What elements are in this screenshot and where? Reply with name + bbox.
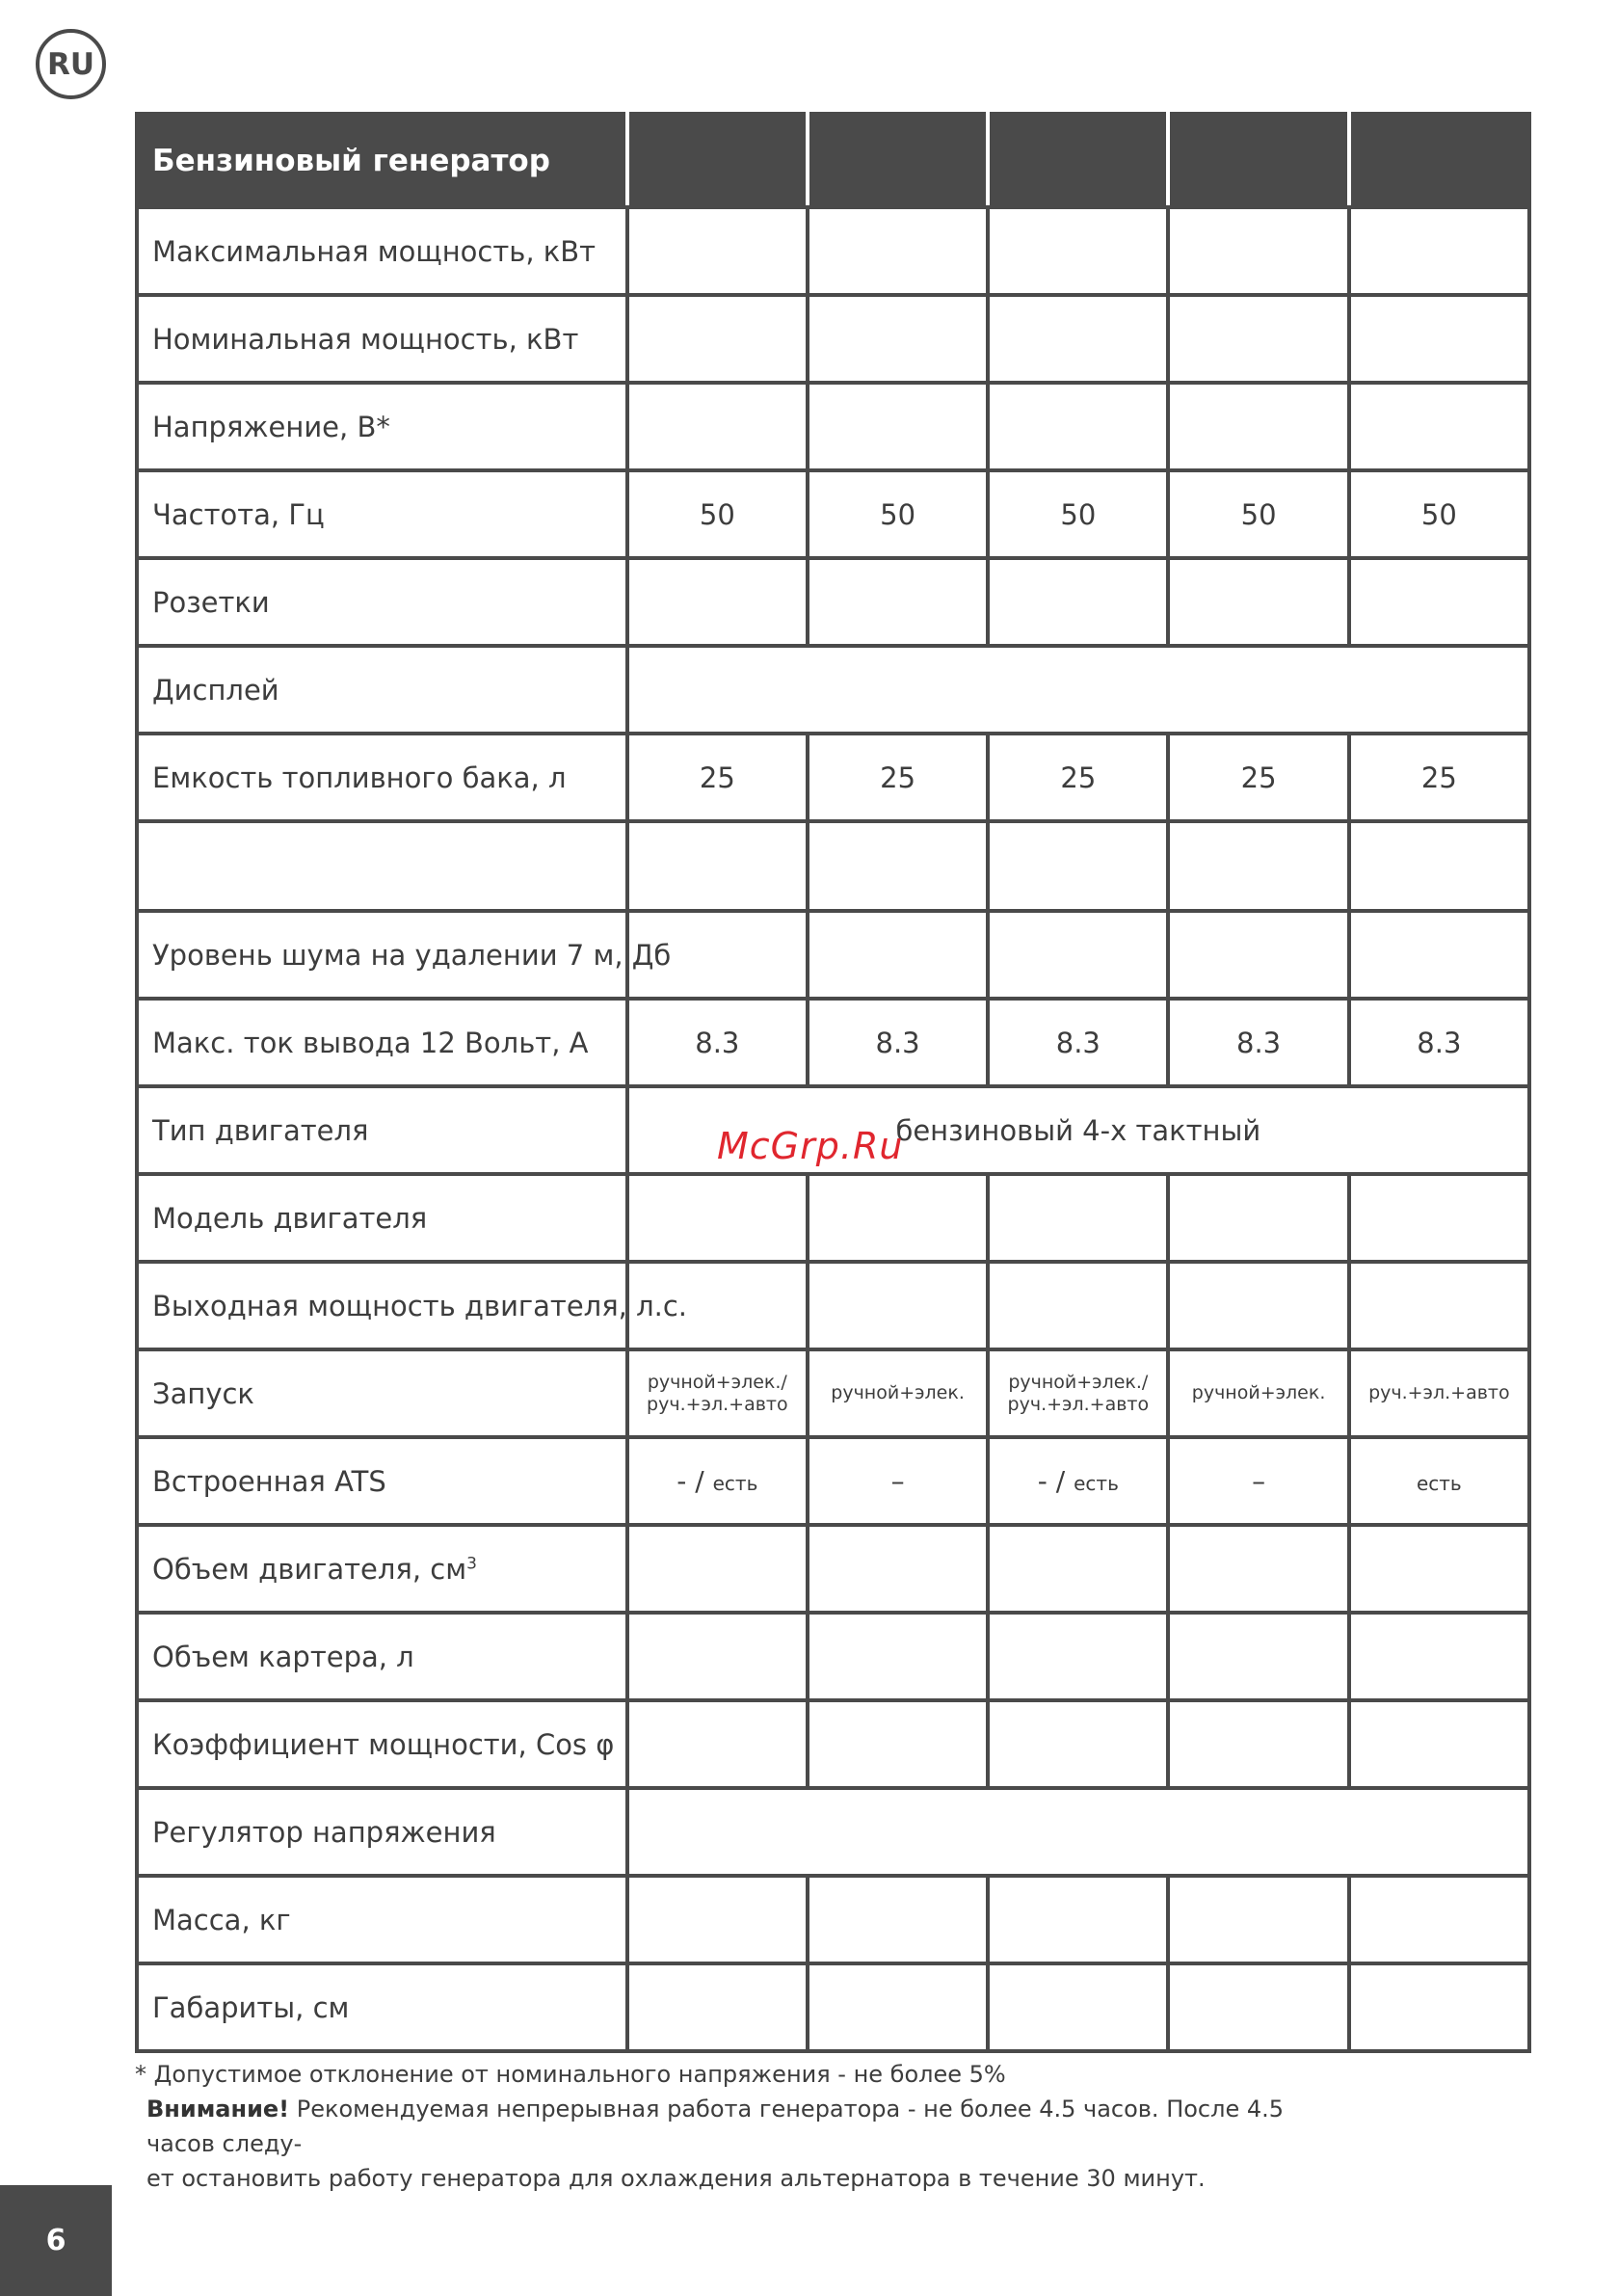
table-row: [137, 1613, 1529, 1700]
table-row: [137, 470, 1529, 558]
ats-value: - / есть: [988, 1437, 1168, 1525]
table-row: [137, 295, 1529, 383]
page-number: 6: [0, 2185, 112, 2296]
row-label-noise: Уровень шума на удалении 7 м, Дб: [137, 911, 627, 999]
header-cell: [1168, 114, 1348, 207]
header-cell: [988, 114, 1168, 207]
table-title: Бензиновый генератор: [137, 114, 627, 207]
row-label-frequency: Частота, Гц: [137, 470, 627, 558]
row-label-engine-model: Модель двигателя: [137, 1174, 627, 1262]
row-label-sockets: Розетки: [137, 558, 627, 646]
table-row: [137, 646, 1529, 734]
start-value: ручной+элек./ руч.+эл.+авто: [988, 1349, 1168, 1437]
start-value: ручной+элек.: [808, 1349, 988, 1437]
ats-value: –: [1168, 1437, 1348, 1525]
row-label-power-factor: Коэффициент мощности, Cos φ: [137, 1700, 627, 1788]
table-row: [137, 1262, 1529, 1349]
start-value: ручной+элек./ руч.+эл.+авто: [627, 1349, 808, 1437]
table-row: [137, 383, 1529, 470]
tank-value: 25: [627, 734, 808, 821]
row-label-regulator: Регулятор напряжения: [137, 1788, 627, 1876]
current-value: 8.3: [627, 999, 808, 1086]
watermark: McGrp.Ru: [717, 1125, 904, 1167]
tank-value: 25: [808, 734, 988, 821]
display-value: [627, 646, 1529, 734]
header-cell: [808, 114, 988, 207]
row-label-displacement: Объем двигателя, $см^3$: [137, 1525, 627, 1613]
start-value: ручной+элек.: [1168, 1349, 1348, 1437]
footnote-voltage: * Допустимое отклонение от номинального напряжения - не более 5%: [135, 2061, 1006, 2088]
row-label-display: Дисплей: [137, 646, 627, 734]
table-row: [137, 1876, 1529, 1963]
regulator-value: [627, 1788, 1529, 1876]
table-row: [137, 1788, 1529, 1876]
ats-value: - / есть: [627, 1437, 808, 1525]
frequency-value: 50: [627, 470, 808, 558]
row-label-ats: Встроенная ATS: [137, 1437, 627, 1525]
table-header-row: [137, 114, 1529, 207]
row-label-current-12v: Макс. ток вывода 12 Вольт, А: [137, 999, 627, 1086]
current-value: 8.3: [988, 999, 1168, 1086]
table-row: [137, 558, 1529, 646]
row-label-crankcase: Объем картера, л: [137, 1613, 627, 1700]
engine-type-value: бензиновый 4-х тактный: [627, 1086, 1529, 1174]
row-label-engine-type: Тип двигателя: [137, 1086, 627, 1174]
current-value: 8.3: [808, 999, 988, 1086]
tank-value: 25: [1349, 734, 1529, 821]
footnote-attention: Внимание! Рекомендуемая непрерывная работа генератора - не более 4.5 часов. После 4.5 часов следу-: [146, 2096, 1285, 2157]
current-value: 8.3: [1349, 999, 1529, 1086]
frequency-value: 50: [808, 470, 988, 558]
table-row: [137, 999, 1529, 1086]
header-cell: [1349, 114, 1529, 207]
table-row: [137, 1963, 1529, 2051]
spec-table: [135, 112, 1531, 2053]
table-row: [137, 911, 1529, 999]
row-label-max-power: Максимальная мощность, кВт: [137, 207, 627, 295]
table-row: [137, 734, 1529, 821]
tank-value: 25: [988, 734, 1168, 821]
row-label-start: Запуск: [137, 1349, 627, 1437]
header-cell: [627, 114, 808, 207]
current-value: 8.3: [1168, 999, 1348, 1086]
ats-value: –: [808, 1437, 988, 1525]
row-label-nominal-power: Номинальная мощность, кВт: [137, 295, 627, 383]
row-label-empty: [137, 821, 627, 911]
row-label-engine-output: Выходная мощность двигателя, л.с.: [137, 1262, 627, 1349]
table-row: [137, 1700, 1529, 1788]
ats-value: есть: [1349, 1437, 1529, 1525]
frequency-value: 50: [1349, 470, 1529, 558]
language-badge: RU: [36, 29, 106, 99]
row-label-tank: Емкость топливного бака, л: [137, 734, 627, 821]
row-label-dimensions: Габариты, см: [137, 1963, 627, 2051]
row-label-mass: Масса, кг: [137, 1876, 627, 1963]
table-row: [137, 1349, 1529, 1437]
frequency-value: 50: [1168, 470, 1348, 558]
row-label-voltage: Напряжение, В*: [137, 383, 627, 470]
table-row: [137, 1174, 1529, 1262]
start-value: руч.+эл.+авто: [1349, 1349, 1529, 1437]
table-row-empty: [137, 821, 1529, 911]
tank-value: 25: [1168, 734, 1348, 821]
footnote: [135, 2057, 1349, 2196]
frequency-value: 50: [988, 470, 1168, 558]
footnote-cooling: ет остановить работу генератора для охлаждения альтернатора в течение 30 минут.: [146, 2165, 1206, 2192]
table-row: [137, 1437, 1529, 1525]
table-row: [137, 207, 1529, 295]
table-row: [137, 1525, 1529, 1613]
